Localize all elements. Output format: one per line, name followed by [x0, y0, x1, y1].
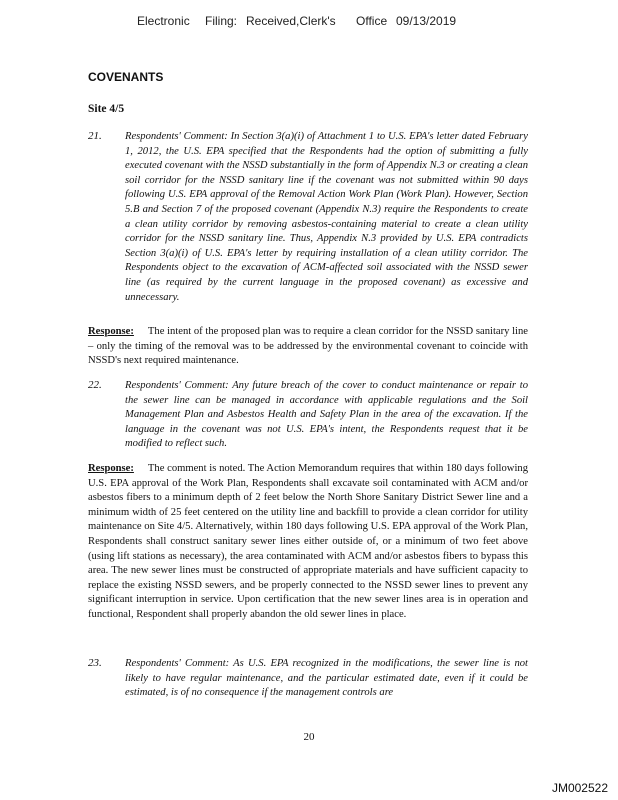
comment-text: Respondents' Comment: Any future breach of the cover to conduct maintenance or repair to the sewer line can be managed in accordance with applicable regulations and the Soil Management Plan and Asbestos Health and Safety Plan in the area of the excavation. If the language in the covenant was not U.S. EPA's intent, the Respondents request that it be modified to reflect such.: [125, 380, 528, 450]
comment-number: 23.: [88, 657, 102, 669]
response-text: The intent of the proposed plan was to require a clean corridor for the NSSD sanitary line – only the timing of the removal was to be addressed by the environmental covenant to coincide with NSSD's next required maintenance.: [88, 326, 528, 367]
header-date: 09/13/2019: [396, 14, 457, 28]
section-title: COVENANTS: [88, 70, 164, 84]
header-office: Office: [356, 14, 388, 28]
header-filing: Filing:: [205, 14, 238, 28]
response-text: The comment is noted. The Action Memorandum requires that within 180 days following U.S. EPA approval of the Work Plan, Respondents shall excavate soil contaminated with ACM and/or asbestos fibers to a minimum depth of 2 feet below the North Shore Sanitary District Sewer line and a minimum width of 25 feet centered on the utility line and backfill to provide a clean corridor for utility maintenance on Site 4/5. Alternatively, within 180 days following U.S. EPA approval of the Work Plan, Respondents shall construct sanitary sewer lines either outside of, or a minimum of two feet above (using lift stations as necessary), the area contaminated with ACM and/or asbestos fibers to bypass this area. The new sewer lines must be constructed of appropriate materials and have sufficient capacity to replace the existing NSSD sewers, and be properly connected to the NSSD sewer lines to prevent any significant interruption in service. Upon certification that the new sewer lines area is in operation and functional, Respondent shall properly abandon the old sewer lines in place.: [88, 463, 528, 620]
page-number: 20: [303, 731, 315, 743]
header-electronic: Electronic: [137, 14, 190, 28]
bates-number: JM002522: [551, 781, 608, 795]
response-label: Response:: [88, 463, 134, 474]
comment-number: 21.: [88, 130, 102, 142]
comment-text: Respondents' Comment: As U.S. EPA recognized in the modifications, the sewer line is not likely to have regular maintenance, and the particular estimated date, even if it could be estimated, is of no consequence if the management controls are: [125, 658, 528, 699]
response-2: [88, 462, 528, 623]
response-label: Response:: [88, 326, 134, 337]
site-heading: Site 4/5: [88, 103, 125, 115]
comment-text: Respondents' Comment: In Section 3(a)(i) of Attachment 1 to U.S. EPA's letter dated February 1, 2012, the U.S. EPA specified that the Respondents had the option of submitting a fully executed covenant with the NSSD substantially in the form of Appendix N.3 or creating a clean soil corridor for the NSSD sanitary line if the covenant was not submitted within 90 days following U.S. EPA approval of the Removal Action Work Plan (Work Plan). However, Section 5.B and Section 7 of the proposed covenant (Appendix N.3) require the Respondents to create a clean utility corridor by removing asbestos-containing material to create a clean utility corridor for the NSSD sanitary line. Thus, Appendix N.3 provided by U.S. EPA contradicts Section 3(a)(i) of U.S. EPA's letter by requiring installation of a clean utility corridor. The Respondents object to the excavation of ACM-affected soil associated with the NSSD sewer line (as required by the current language in the proposed covenant) as excessive and unnecessary.: [125, 131, 528, 303]
response-1: [88, 325, 528, 369]
comment-number: 22.: [88, 379, 102, 391]
header-received: Received,Clerk's: [246, 14, 336, 28]
